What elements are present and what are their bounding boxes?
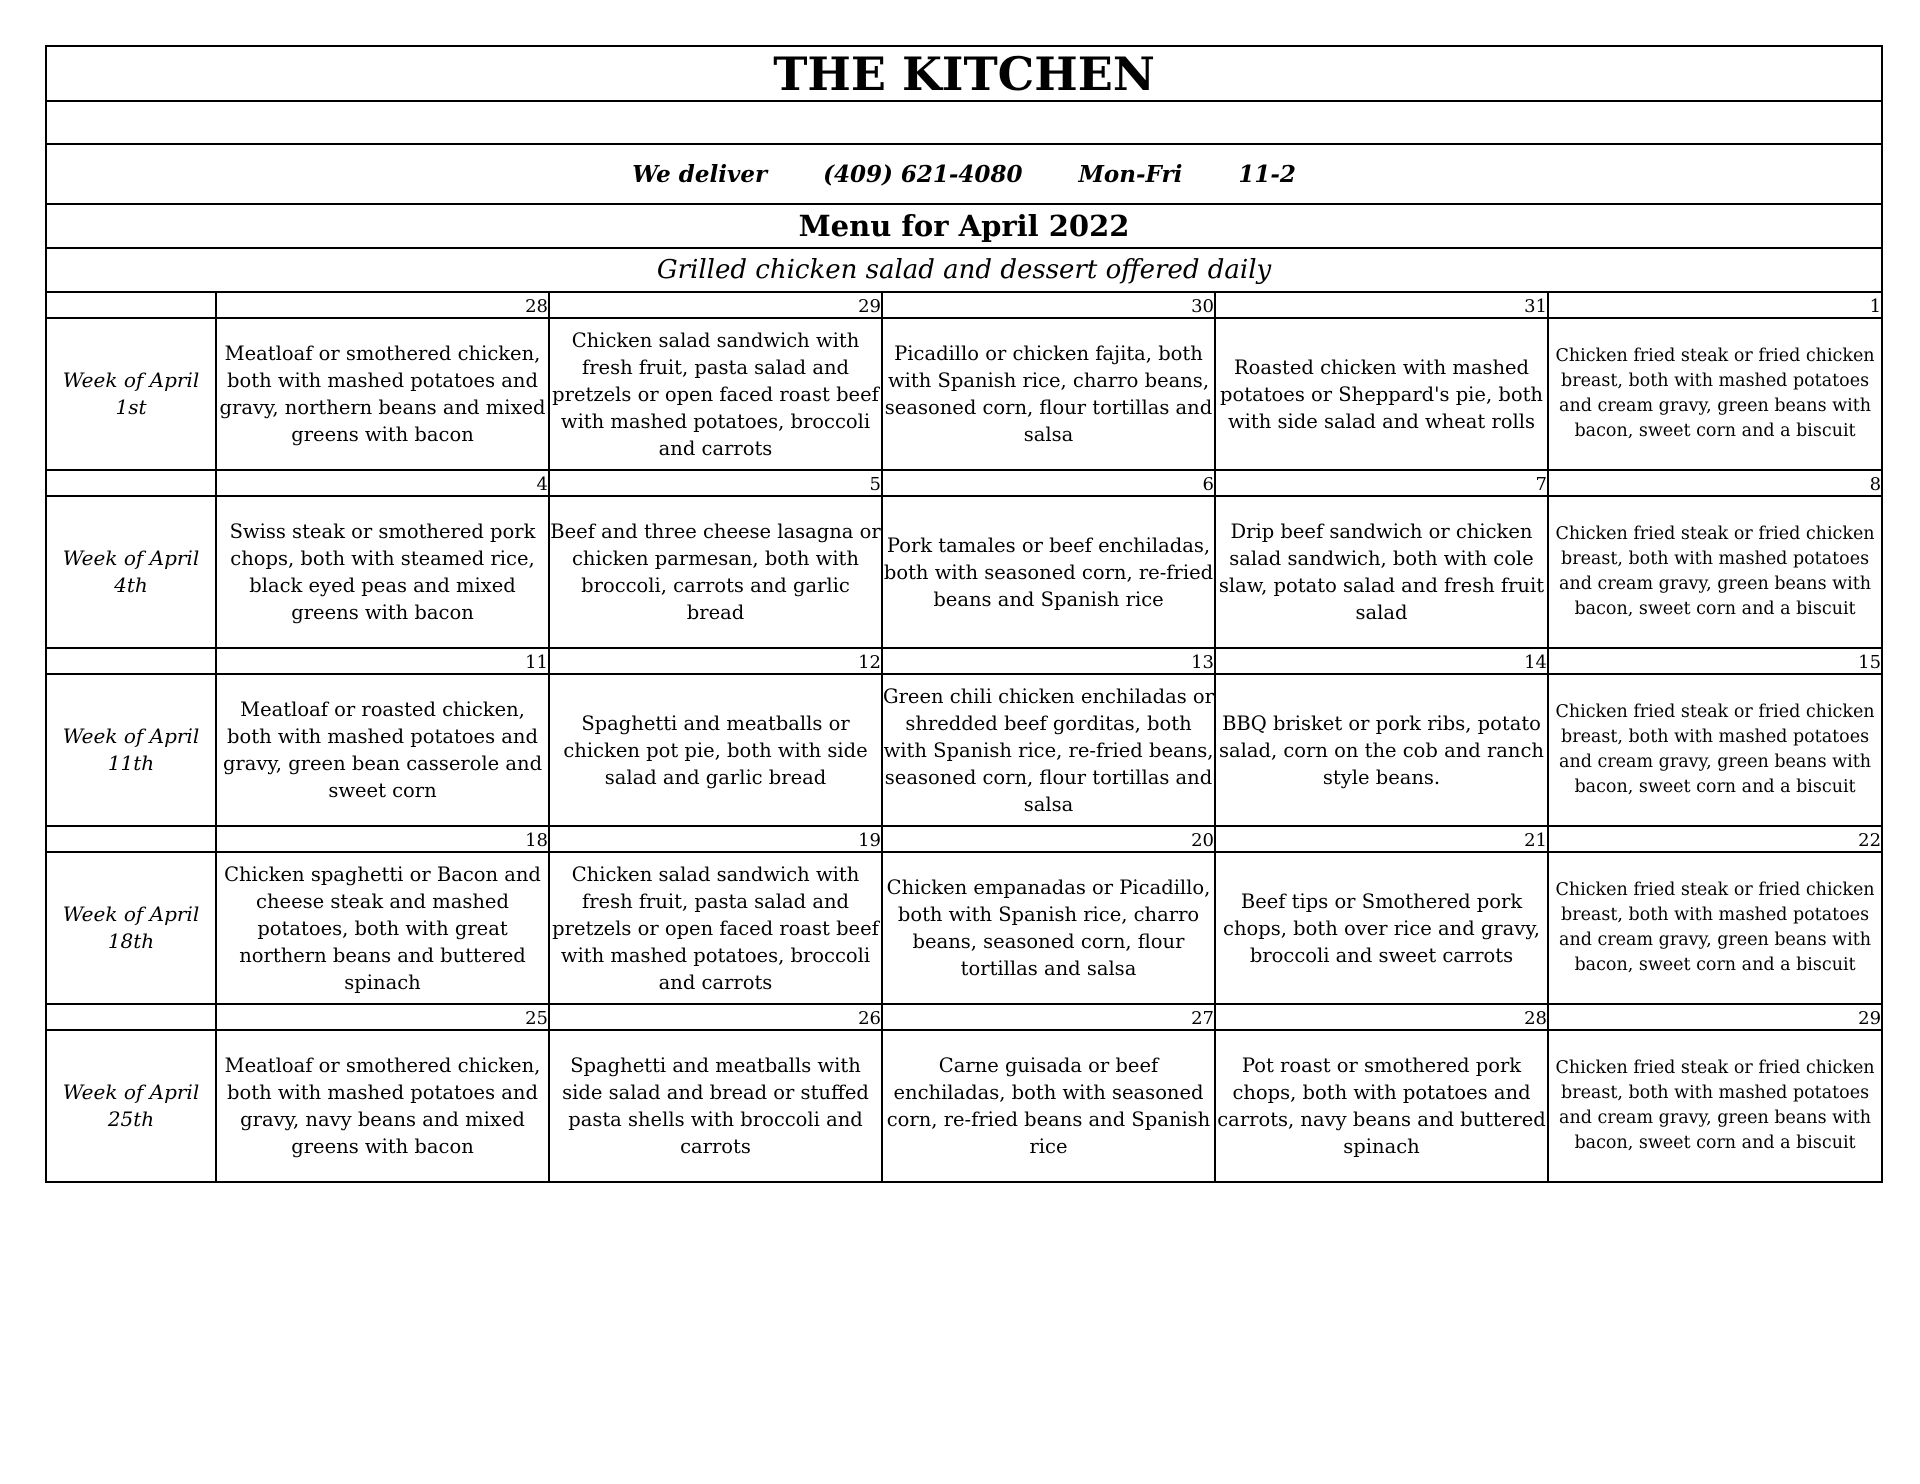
menu-month-heading: Menu for April 2022 [46,204,1882,248]
blank-row [46,101,1882,144]
day-number: 8 [1548,470,1882,496]
meal-cell: Chicken salad sandwich with fresh fruit, pasta salad and pretzels or open faced roast beef with mashed potatoes, broccoli and carrots [549,852,882,1004]
day-number: 4 [216,470,549,496]
day-number: 27 [882,1004,1215,1030]
day-number: 5 [549,470,882,496]
day-number: 1 [1548,292,1882,318]
meal-cell: Chicken empanadas or Picadillo, both with Spanish rice, charro beans, seasoned corn, flour tortillas and salsa [882,852,1215,1004]
day-number: 28 [1215,1004,1548,1030]
date-row-blank [46,826,216,852]
meal-cell: Spaghetti and meatballs or chicken pot pie, both with side salad and garlic bread [549,674,882,826]
daily-offer-subtitle: Grilled chicken salad and dessert offered daily [46,248,1882,292]
date-row-blank [46,292,216,318]
day-number: 31 [1215,292,1548,318]
meal-cell: Chicken salad sandwich with fresh fruit, pasta salad and pretzels or open faced roast beef with mashed potatoes, broccoli and carrots [549,318,882,470]
day-number: 29 [1548,1004,1882,1030]
meal-cell: Pot roast or smothered pork chops, both with potatoes and carrots, navy beans and buttered spinach [1215,1030,1548,1182]
meal-cell: Green chili chicken enchiladas or shredded beef gorditas, both with Spanish rice, re-fried beans, seasoned corn, flour tortillas and salsa [882,674,1215,826]
day-number: 15 [1548,648,1882,674]
meal-row [46,1030,1882,1182]
meal-cell: Drip beef sandwich or chicken salad sandwich, both with cole slaw, potato salad and fresh fruit salad [1215,496,1548,648]
date-row [46,826,1882,852]
page-title: THE KITCHEN [46,46,1882,101]
meal-row [46,852,1882,1004]
phone-number: (409) 621-4080 [823,160,1023,188]
date-row-blank [46,648,216,674]
meal-cell: Meatloaf or smothered chicken, both with mashed potatoes and gravy, northern beans and mixed greens with bacon [216,318,549,470]
meal-cell: Chicken fried steak or fried chicken breast, both with mashed potatoes and cream gravy, green beans with bacon, sweet corn and a biscuit [1548,674,1882,826]
meal-cell: Chicken fried steak or fried chicken breast, both with mashed potatoes and cream gravy, green beans with bacon, sweet corn and a biscuit [1548,852,1882,1004]
meal-cell: Meatloaf or smothered chicken, both with mashed potatoes and gravy, navy beans and mixed greens with bacon [216,1030,549,1182]
date-row-blank [46,470,216,496]
menu-table [45,45,1883,1183]
day-number: 12 [549,648,882,674]
meal-cell: BBQ brisket or pork ribs, potato salad, corn on the cob and ranch style beans. [1215,674,1548,826]
date-row-blank [46,1004,216,1030]
week-label: Week of April 18th [46,852,216,1004]
day-number: 13 [882,648,1215,674]
day-number: 18 [216,826,549,852]
meal-cell: Picadillo or chicken fajita, both with Spanish rice, charro beans, seasoned corn, flour tortillas and salsa [882,318,1215,470]
day-number: 20 [882,826,1215,852]
week-label: Week of April 25th [46,1030,216,1182]
delivery-info [46,144,1882,204]
date-row [46,470,1882,496]
day-number: 28 [216,292,549,318]
meal-row [46,318,1882,470]
day-number: 26 [549,1004,882,1030]
day-number: 29 [549,292,882,318]
day-number: 21 [1215,826,1548,852]
meal-cell: Chicken fried steak or fried chicken breast, both with mashed potatoes and cream gravy, green beans with bacon, sweet corn and a biscuit [1548,496,1882,648]
meal-cell: Pork tamales or beef enchiladas, both with seasoned corn, re-fried beans and Spanish rice [882,496,1215,648]
meal-cell: Chicken fried steak or fried chicken breast, both with mashed potatoes and cream gravy, green beans with bacon, sweet corn and a biscuit [1548,1030,1882,1182]
date-row [46,648,1882,674]
day-number: 6 [882,470,1215,496]
meal-cell: Beef and three cheese lasagna or chicken parmesan, both with broccoli, carrots and garlic bread [549,496,882,648]
meal-cell: Chicken spaghetti or Bacon and cheese steak and mashed potatoes, both with great northern beans and buttered spinach [216,852,549,1004]
meal-cell: Carne guisada or beef enchiladas, both with seasoned corn, re-fried beans and Spanish rice [882,1030,1215,1182]
meal-cell: Spaghetti and meatballs with side salad and bread or stuffed pasta shells with broccoli and carrots [549,1030,882,1182]
day-number: 7 [1215,470,1548,496]
meal-cell: Beef tips or Smothered pork chops, both over rice and gravy, broccoli and sweet carrots [1215,852,1548,1004]
day-number: 25 [216,1004,549,1030]
days-open: Mon-Fri [1078,160,1183,188]
delivery-note: We deliver [632,160,768,188]
day-number: 30 [882,292,1215,318]
week-label: Week of April 4th [46,496,216,648]
date-row [46,292,1882,318]
date-row [46,1004,1882,1030]
meal-row [46,674,1882,826]
day-number: 14 [1215,648,1548,674]
meal-cell: Chicken fried steak or fried chicken breast, both with mashed potatoes and cream gravy, green beans with bacon, sweet corn and a biscuit [1548,318,1882,470]
week-label: Week of April 11th [46,674,216,826]
day-number: 19 [549,826,882,852]
day-number: 11 [216,648,549,674]
meal-cell: Swiss steak or smothered pork chops, both with steamed rice, black eyed peas and mixed greens with bacon [216,496,549,648]
meal-cell: Meatloaf or roasted chicken, both with mashed potatoes and gravy, green bean casserole and sweet corn [216,674,549,826]
day-number: 22 [1548,826,1882,852]
meal-cell: Roasted chicken with mashed potatoes or Sheppard's pie, both with side salad and wheat rolls [1215,318,1548,470]
hours-open: 11-2 [1238,160,1296,188]
meal-row [46,496,1882,648]
week-label: Week of April 1st [46,318,216,470]
